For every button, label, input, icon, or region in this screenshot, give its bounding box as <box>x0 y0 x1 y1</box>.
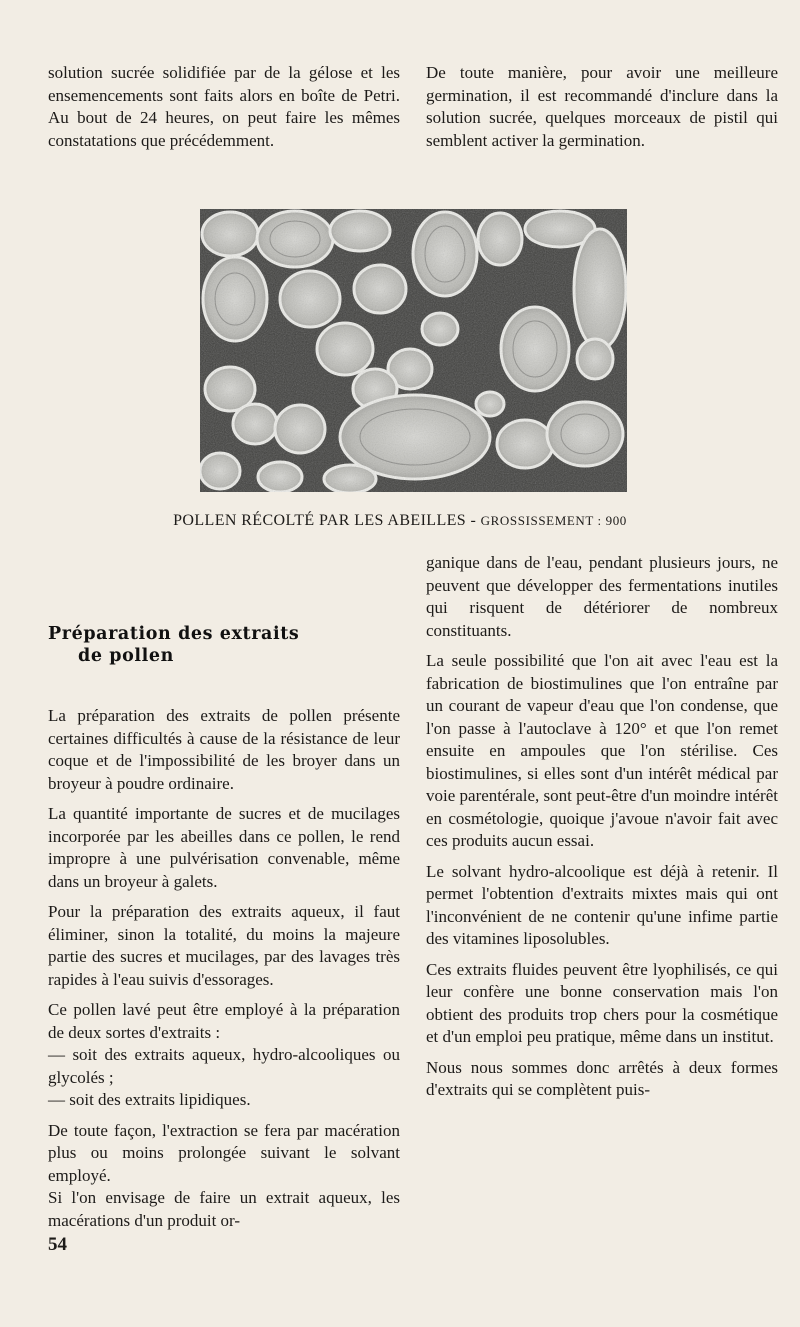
paragraph: Ces extraits fluides peuvent être lyophilisés, ce qui leur confère une bonne conservation mais l'on obtient des produits trop chers pour la cosmétique et d'un emploi peu pratique, même dans un institut. <box>426 959 778 1046</box>
top-left-column <box>48 62 400 160</box>
list-item: — soit des extraits lipidiques. <box>48 1090 251 1109</box>
list-item: — soit des extraits aqueux, hydro-alcooliques ou glycolés ; <box>48 1045 400 1087</box>
caption-separator: - <box>466 512 481 529</box>
figure-caption <box>0 512 800 530</box>
top-right-column <box>426 62 778 160</box>
paragraph: ganique dans de l'eau, pendant plusieurs jours, ne peuvent que développer des fermentations inutiles qui risquent de détériorer de nombreux constituants. <box>426 553 778 640</box>
caption-magnification: GROSSISSEMENT : 900 <box>480 513 627 528</box>
paragraph: La seule possibilité que l'on ait avec l'eau est la fabrication de biostimulines que l'on entraîne par un courant de vapeur d'eau que l'on condense, que l'on passe à l'autoclave à 120° et que l'on remet ensuite en ampoules que l'on stérilise. Ces biostimulines, si elles sont d'un intérêt médical par voie parentérale, sont peut-être d'un moindre intérêt en cosmétologie, quoique j'avoue n'avoir fait avec ces produits aucun essai. <box>426 651 778 850</box>
paragraph: solution sucrée solidifiée par de la gélose et les ensemencements sont faits alors en boîte de Petri. Au bout de 24 heures, on peut faire les mêmes constatations que précédemment. <box>48 63 400 150</box>
paragraph: Nous nous sommes donc arrêtés à deux formes d'extraits qui se complètent puis- <box>426 1057 778 1099</box>
pollen-micrograph-drawing <box>200 209 627 492</box>
paragraph: Pour la préparation des extraits aqueux, il faut éliminer, sinon la totalité, du moins la majeure partie des sucres et mucilages, par des lavages très rapides à l'eau suivis d'essorages. <box>48 902 400 989</box>
list-intro: Ce pollen lavé peut être employé à la préparation de deux sortes d'extraits : <box>48 1000 400 1042</box>
extract-types-list <box>48 999 400 1112</box>
pollen-micrograph-photo <box>200 209 627 492</box>
bottom-right-column <box>426 552 778 1110</box>
paragraph: La quantité importante de sucres et de mucilages incorporée par les abeilles dans ce pollen, le rend impropre à une pulvérisation convenable, même dans un broyeur à galets. <box>48 804 400 891</box>
paragraph: La préparation des extraits de pollen présente certaines difficultés à cause de la résistance de leur coque et de l'impossibilité de les broyer dans un broyeur à poudre ordinaire. <box>48 706 400 793</box>
section-heading-line-2: de pollen <box>78 646 174 666</box>
section-heading-line-1: Préparation des extraits <box>48 624 300 644</box>
paragraph: Le solvant hydro-alcoolique est déjà à retenir. Il permet l'obtention d'extraits mixtes mais qui ont l'inconvénient de ne contenir qu'une infime partie des vitamines liposolubles. <box>426 861 778 948</box>
caption-title: POLLEN RÉCOLTÉ PAR LES ABEILLES <box>173 512 467 529</box>
paragraph: Si l'on envisage de faire un extrait aqueux, les macérations d'un produit or- <box>48 1188 400 1230</box>
paragraph: De toute manière, pour avoir une meilleure germination, il est recommandé d'inclure dans la solution sucrée, quelques morceaux de pistil qui semblent activer la germination. <box>426 63 778 150</box>
section-heading <box>48 623 400 667</box>
page-number: 54 <box>48 1234 67 1255</box>
bottom-left-column <box>48 623 400 1240</box>
paragraph: De toute façon, l'extraction se fera par macération plus ou moins prolongée suivant le solvant employé. <box>48 1120 400 1185</box>
